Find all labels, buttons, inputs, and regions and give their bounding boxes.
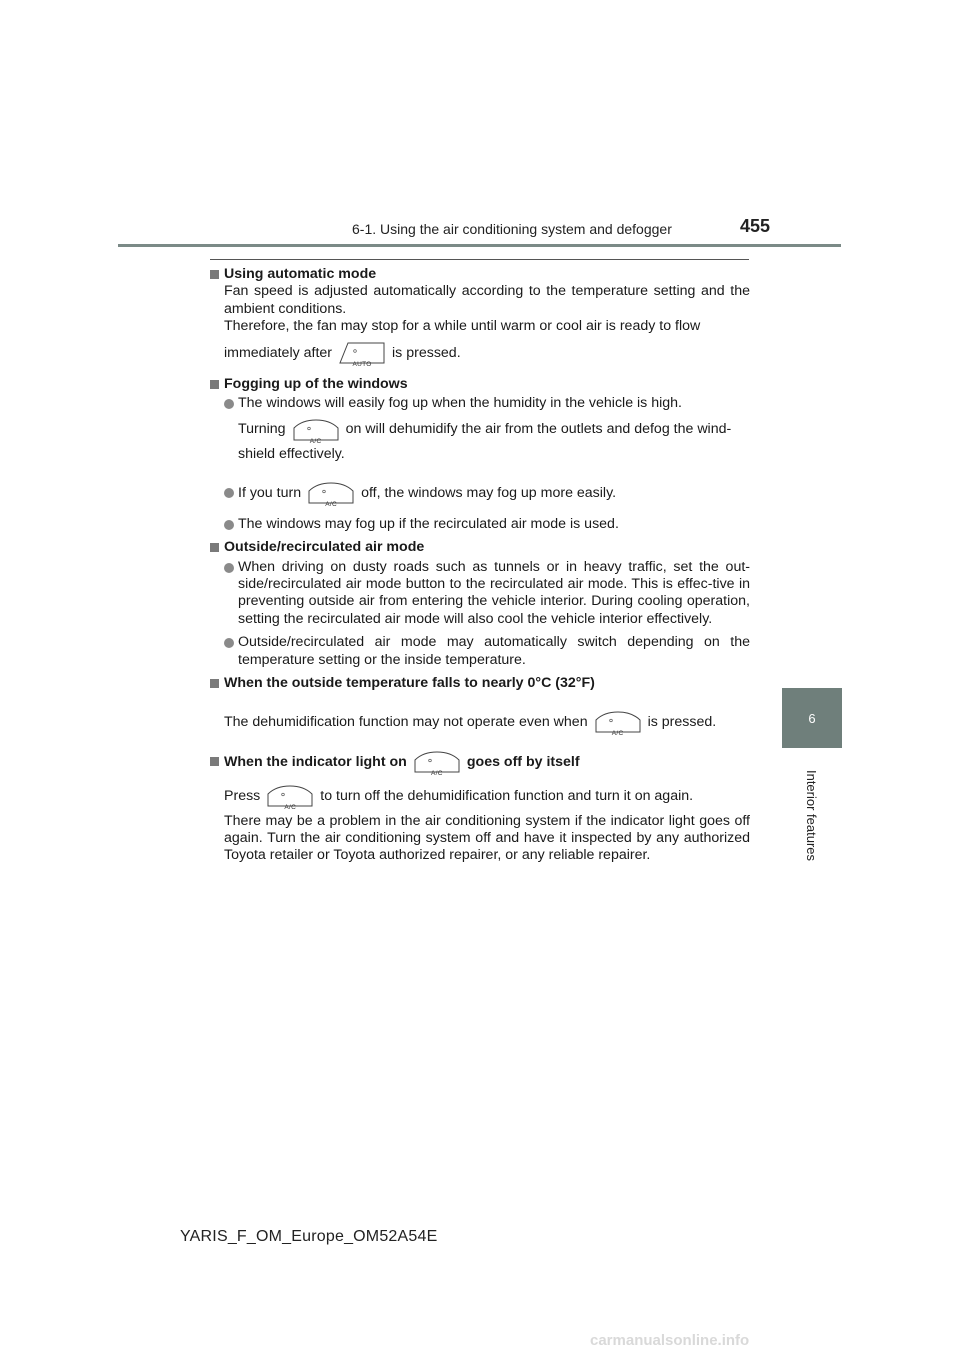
- ac-icon-label: A/C: [284, 803, 297, 811]
- header-rule: [118, 244, 841, 247]
- text: When driving on dusty roads such as tunnels or in heavy traffic, set the out-side/recirculated air mode button to the recirculated air mode. This is effec-tive in preventing outside air from entering the vehicle interior. During cooling operation, setting the recirculated air mode will also cool the vehicle interior effectively.: [238, 558, 750, 627]
- page-number: 455: [740, 216, 771, 236]
- text: is pressed.: [647, 713, 717, 730]
- text: off, the windows may fog up more easily.: [361, 484, 617, 501]
- square-bullet-icon: [210, 380, 219, 389]
- text: is pressed.: [392, 344, 461, 361]
- bullet-dot-icon: [224, 399, 234, 409]
- page-content: [210, 266, 750, 871]
- section-title-text: Using automatic mode: [224, 266, 377, 282]
- text: shield effectively.: [238, 446, 345, 463]
- section-title-text: goes off by itself: [466, 753, 580, 770]
- text-line: [238, 412, 750, 446]
- section-title: [210, 675, 750, 692]
- section-title-text: Outside/recirculated air mode: [224, 539, 425, 556]
- text: If you turn: [238, 484, 302, 501]
- chapter-title-text: Interior features: [804, 769, 820, 861]
- section-title: [210, 376, 750, 393]
- text: The dehumidification function may not operate even when: [224, 713, 588, 730]
- bullet-list: [210, 395, 750, 533]
- square-bullet-icon: [210, 679, 219, 688]
- bullet-dot-icon: [224, 638, 234, 648]
- header-section-title: 6-1. Using the air conditioning system and defogger: [352, 221, 672, 237]
- text: to turn off the dehumidification function and turn it on again.: [320, 787, 694, 804]
- section-title: [210, 745, 750, 779]
- section-title-text: When the indicator light on: [224, 753, 407, 770]
- square-bullet-icon: [210, 270, 219, 279]
- paragraph: [224, 336, 750, 370]
- list-item: [210, 516, 750, 533]
- ac-icon-label: A/C: [611, 729, 624, 737]
- section-title: [210, 266, 750, 283]
- bullet-dot-icon: [224, 488, 234, 498]
- bullet-dot-icon: [224, 563, 234, 573]
- section-recirculated-air: [210, 539, 750, 669]
- content-rule: [210, 259, 749, 260]
- section-indicator-light: [210, 745, 750, 865]
- text: The windows may fog up if the recirculated air mode is used.: [238, 515, 619, 532]
- text: Turning: [238, 421, 286, 438]
- list-item: [210, 559, 750, 629]
- text: Outside/recirculated air mode may automatically switch depending on the temperature setting or the inside temperature.: [238, 634, 750, 668]
- paragraph: There may be a problem in the air conditioning system if the indicator light goes off again. Turn the air conditioning system off and have it inspected by any authorized Toyota retailer or Toyota authorized repairer, or any reliable repairer.: [224, 812, 750, 864]
- section-title-text: When the outside temperature falls to nearly 0°C (32°F): [224, 675, 595, 692]
- bullet-dot-icon: [224, 520, 234, 530]
- bullet-list: [210, 559, 750, 669]
- section-cold-temperature: [210, 675, 750, 738]
- text: Press: [224, 787, 261, 804]
- ac-button-icon: [413, 750, 461, 777]
- ac-icon-label: A/C: [309, 437, 322, 445]
- list-item: [210, 476, 750, 510]
- auto-icon-label: AUTO: [352, 360, 372, 368]
- square-bullet-icon: [210, 543, 219, 552]
- paragraph: Therefore, the fan may stop for a while until warm or cool air is ready to flow: [224, 318, 701, 335]
- section-title-text: Fogging up of the windows: [224, 375, 408, 392]
- watermark: carmanualsonline.info: [590, 1332, 750, 1349]
- ac-button-icon: [292, 418, 340, 445]
- paragraph: Fan speed is adjusted automatically according to the temperature setting and the ambient conditions.: [224, 283, 750, 317]
- paragraph: [224, 779, 750, 813]
- ac-icon-label: A/C: [430, 769, 443, 777]
- section-title: [210, 539, 750, 556]
- ac-icon-label: A/C: [325, 501, 337, 509]
- text: on will dehumidify the air from the outlets and defog the wind-: [345, 421, 732, 438]
- text: immediately after: [224, 344, 333, 361]
- ac-button-icon: [594, 710, 642, 737]
- section-fogging: [210, 376, 750, 534]
- section-automatic-mode: [210, 266, 750, 370]
- footer-doc-code: YARIS_F_OM_Europe_OM52A54E: [180, 1228, 438, 1245]
- text: The windows will easily fog up when the humidity in the vehicle is high.: [238, 395, 682, 412]
- ac-button-icon: [307, 481, 355, 509]
- list-item: [210, 634, 750, 669]
- paragraph: [224, 705, 750, 739]
- list-item: [210, 395, 750, 464]
- ac-button-icon: [266, 784, 314, 811]
- chapter-title: [757, 760, 867, 870]
- square-bullet-icon: [210, 757, 219, 766]
- chapter-tab[interactable]: 6: [782, 688, 842, 748]
- auto-button-icon: [338, 341, 386, 368]
